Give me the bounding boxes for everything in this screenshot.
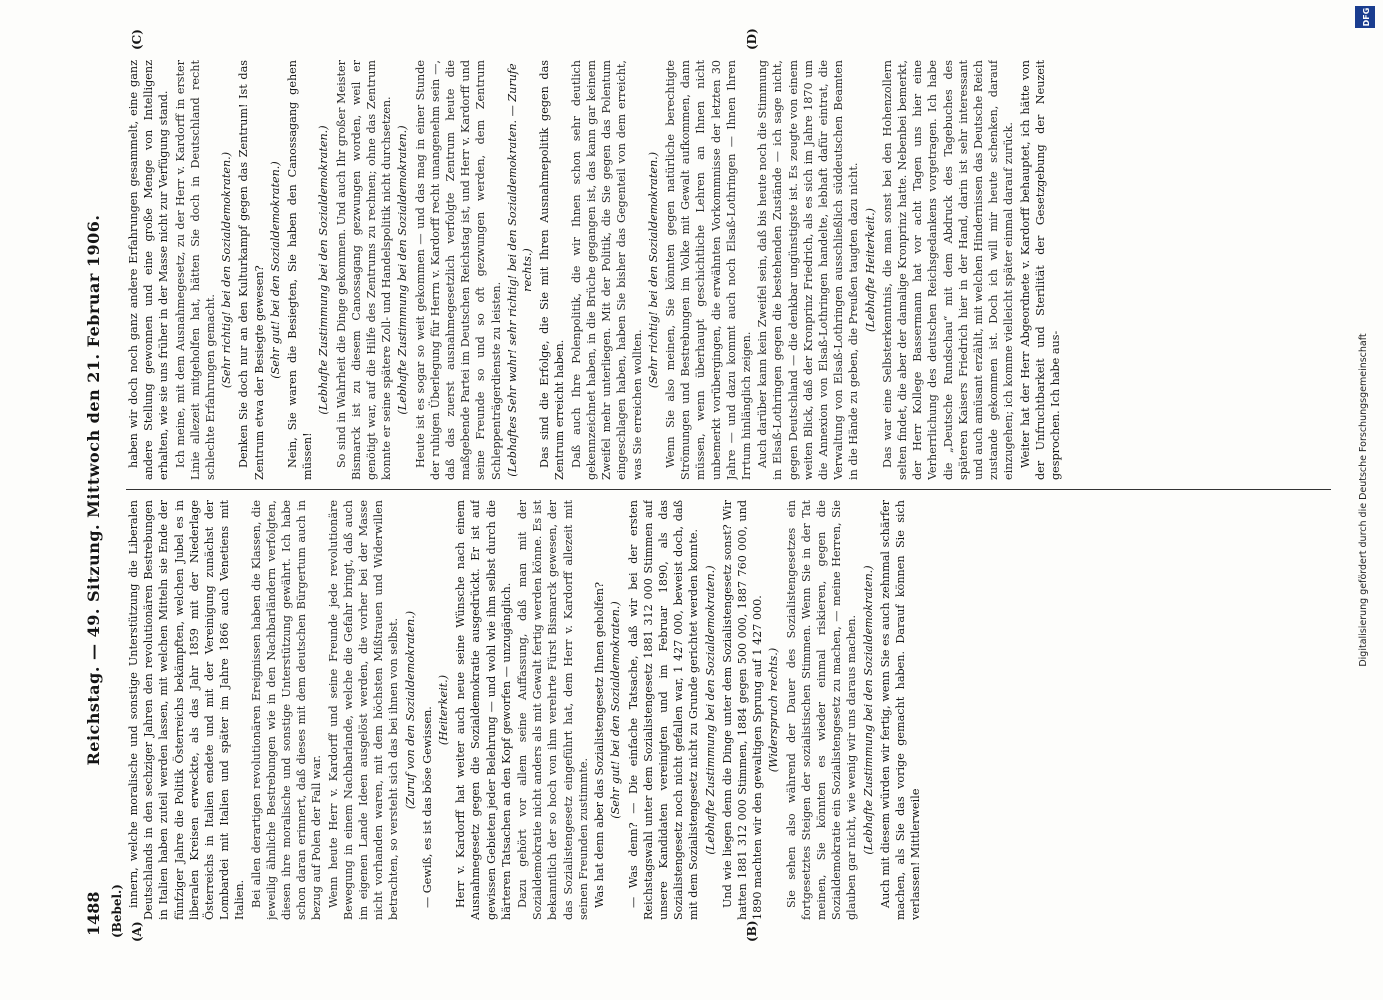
right-column-paragraph: So sind in Wahrheit die Dinge gekommen. Und auch Ihr großer Meister Bismarck ist zu diesem Canossagang gezwungen worden, weil er genötigt war, auf die Hilfe des Zentrums zu rechnen; ohne das Zentrum konnte er seine spätere Zoll- und Handelspolitik nicht durchsetzen. — [334, 60, 394, 480]
left-column-reaction: (Widerspruch rechts.) — [767, 647, 781, 773]
right-column-paragraph: Wenn Sie also meinen, Sie könnten gegen natürliche berechtigte Strömungen und Bestrebungen im Volke mit Gewalt aufkommen, dann müssen, wenn überhaupt geschichtliche Lehren an Ihnen nicht unbemerkt vorübergingen, die erwähnten Vorkommnisse der letzten 30 Jahre — und dazu kommt auch noch Elsaß-Lothringen — Ihnen Ihren Irrtum hinlänglich zeigen. — [663, 60, 753, 480]
dfg-logo-text: DFG — [1362, 7, 1371, 27]
right-column — [126, 60, 1331, 480]
right-column-reaction: (Lebhafte Zustimmung bei den Sozialdemokraten.) — [396, 125, 410, 415]
left-column-paragraph: Und wie liegen denn die Dinge unter dem Sozialistengesetz sonst? Wir hatten 1881 312 000 Stimmen, 1884 gegen 500 000, 1887 760 000, und 1890 machten wir den gewaltigen Sprung auf 1 427 000. — [720, 500, 765, 920]
left-column-paragraph: Sie sehen also während der Dauer des Sozialistengesetzes ein fortgesetztes Steigen der sozialistischen Stimmen. Wenn Sie in der Tat meinen, Sie könnten es wieder einmal riskieren, gegen die Sozialdemokratie ein Sozialistengesetz zu machen, — meine Herren, Sie glauben gar nicht, wie wenig wir uns daraus machen. — [784, 500, 859, 920]
left-column-reaction: (Heiterkeit.) — [437, 674, 451, 746]
column-divider — [126, 489, 1331, 490]
right-column-paragraph: Heute ist es sogar so weit gekommen — und das mag in einer Stunde der ruhigen Überlegung für Herrn v. Kardorff recht unangenehm sein —, daß das zuerst ausnahmegesetzlich verfolgte Zentrum heute die maßgebende Partei im Deutschen Reichstag ist, und Herr v. Kardorff und seine Freunde so und so oft gezwungen werden, dem Zentrum Schleppenträgerdienste zu leisten. — [413, 60, 503, 480]
left-column-reaction: (Lebhafte Zustimmung bei den Sozialdemokraten.) — [861, 565, 875, 855]
digitization-credit: Digitalisierung gefördert durch die Deutsche Forschungsgemeinschaft — [1358, 333, 1369, 667]
right-column-paragraph: Das war eine Selbsterkenntnis, die man sonst bei den Hohenzollern selten findet, die aber der damalige Kronprinz hatte. Nebenbei bemerkt, der Herr Kollege Bassermann hat vor acht Tagen uns hier eine Verherrlichung des deutschen Reichsgedankens vorgetragen. Ich habe die „Deutsche Rundschau“ mit dem Abdruck des Tagebuches des späteren Kaisers Friedrich hier in der Hand, darin ist sehr interessant und auch amüsant erzählt, mit welchen Hindernissen das Deutsche Reich zustande gekommen ist. Doch ich will mir heute schenken, darauf einzugehen; ich komme vielleicht später einmal darauf zurück. — [880, 60, 1016, 480]
left-column-paragraph: — Gewiß, es ist das böse Gewissen. — [420, 706, 434, 908]
margin-letter-a: (A) — [130, 921, 144, 942]
right-column-reaction: (Lebhafte Zustimmung bei den Sozialdemokraten.) — [317, 125, 331, 415]
speaker-tag: (Bebel.) — [110, 884, 124, 938]
left-column-reaction: (Zuruf von den Sozialdemokraten.) — [403, 610, 417, 810]
right-column-paragraph: Auch darüber kann kein Zweifel sein, daß bis heute noch die Stimmung in Elsaß-Lothringen gegen die bestehenden Zustände — ich sage nicht, gegen Deutschland — die denkbar ungünstigste ist. Es zeugte von einem weiten Blick, daß der Kronprinz Friedrich, als es sich im Jahre 1870 um die Annexion von Elsaß-Lothringen handelte, lebhaft dafür eintrat, die Verwaltung von Elsaß-Lothringen ausschließlich süddeutschen Beamten in die Hände zu geben, die Preußen taugten dazu nicht. — [756, 60, 861, 480]
left-column-paragraph: Herr v. Kardorff hat weiter auch neue seine Wünsche nach einem Ausnahmegesetz gegen die Sozialdemokratie ausgedrückt. Er ist auf gewissen Gebieten jeder Belehrung — und wohl wie ihm selbst durch die härteren Tatsachen an den Kopf geworfen — unzugänglich. — [454, 500, 513, 920]
left-column-paragraph: — Was denn? — Die einfache Tatsache, daß wir bei der ersten Reichstagswahl unter dem Sozialistengesetz 1881 312 000 Stimmen auf unsere Kandidaten vereinigten und im Februar 1890, als das Sozialistengesetz noch nicht gefallen war, 1 427 000, beweist doch, daß mit dem Sozialistengesetz nicht zu Grunde gerichtet werden konnte. — [626, 500, 701, 920]
page-title: Reichstag. — 49. Sitzung. Mittwoch den 21. Februar 1906. — [84, 214, 103, 766]
right-column-paragraph: Nein, Sie waren die Besiegten, Sie haben den Canossagang gehen müssen! — [286, 60, 315, 480]
left-column-paragraph: Wenn heute Herr v. Kardorff und seine Freunde jede revolutionäre Bewegung in einem Nachbarlande, welche die Gefahr bringt, daß auch im eigenen Lande Ideen ausgelöst werden, die vorher bei der Masse nicht vorhanden waren, mit dem höchsten Mißtrauen und Widerwillen betrachten, so versteht sich das bei ihnen von selbst. — [326, 500, 401, 920]
right-column-paragraph: Daß auch Ihre Polenpolitik, die wir Ihnen schon sehr deutlich gekennzeichnet haben, in die Brüche gegangen ist, das kann gar keinem Zweifel mehr unterliegen. Mit der Politik, die Sie gegen das Polentum eingeschlagen haben, haben Sie bisher das Gegenteil von dem erreicht, was Sie erreichen wollten. — [569, 60, 644, 480]
right-column-paragraph: Ich meine, mit dem Ausnahmegesetz, zu der Herr v. Kardorff in erster Linie allezeit mitgeholfen hat, hätten Sie doch in Deutschland recht schlechte Erfahrungen gemacht. — [173, 60, 218, 480]
margin-letter-d: (D) — [745, 28, 759, 50]
right-column-reaction: (Lebhafte Heiterkeit.) — [863, 207, 877, 333]
right-column-paragraph: Das sind die Erfolge, die Sie mit Ihren Ausnahmepolitik gegen das Zentrum erreicht haben. — [538, 60, 567, 480]
left-column-paragraph: innern, welche moralische und sonstige Unterstützung die Liberalen Deutschlands in den sechziger Jahren den revolutionären Bestrebungen in Italien haben zuteil werden lassen, mit welchen Mitteln sie Ende der fünfziger Jahre die Politik Österreichs bekämpften, welchen Jubel es in liberalen Kreisen erweckte, als das Jahr 1859 mit der Niederlage Österreichs in Italien endete und mit der Vereinigung zunächst der Lombardei mit Italien und später im Jahre 1866 auch Venetiens mit Italien. — [127, 500, 247, 920]
running-head — [82, 40, 108, 940]
right-column-paragraph: Denken Sie doch nur an den Kulturkampf gegen das Zentrum! Ist das Zentrum etwa der Besiegte gewesen? — [237, 60, 266, 480]
left-column-paragraph: Dazu gehört vor allem seine Auffassung, daß man mit der Sozialdemokratie nicht anders als mit Gewalt fertig werden könne. Es ist bekanntlich der so hoch von ihm verehrte Fürst Bismarck gewesen, der das Sozialistengesetz eingeführt hat, dem Herr v. Kardorff allezeit mit seinen Freunden zustimmte. — [516, 500, 590, 920]
left-column-paragraph: Auch mit diesem würden wir fertig, wenn Sie es auch zehnmal schärfer machen, als Sie das vorige gemacht haben. Darauf können Sie sich verlassen! Mittlerweile — [878, 500, 923, 920]
left-column-paragraph: Was hat denn aber das Sozialistengesetz Ihnen geholfen? — [593, 582, 607, 908]
margin-letter-b: (B) — [745, 920, 759, 942]
right-column-paragraph: Weiter hat der Herr Abgeordnete v. Kardorff behauptet, ich hätte von der Unfruchtbarkeit und Sterilität der Gesetzgebung der Neuzeit gesprochen. Ich habe aus- — [1018, 60, 1062, 480]
left-column — [126, 500, 1331, 920]
right-column-reaction: (Sehr gut! bei den Sozialdemokraten.) — [268, 161, 282, 379]
margin-letter-c: (C) — [130, 29, 144, 50]
right-column-reaction: (Sehr richtig! bei den Sozialdemokraten.) — [646, 151, 660, 389]
left-column-reaction: (Lebhafte Zustimmung bei den Sozialdemokraten.) — [703, 565, 717, 855]
dfg-logo-icon — [1355, 6, 1375, 28]
right-column-paragraph: haben wir doch noch ganz andere Erfahrungen gesammelt, eine ganz andere Stellung gewonnen und eine große Menge von Intelligenz erhalten, wie sie uns früher in der Masse nicht zur Verfügung stand. — [127, 60, 171, 480]
page-number: 1488 — [84, 891, 103, 936]
left-column-reaction: (Sehr gut! bei den Sozialdemokraten.) — [609, 601, 623, 819]
right-column-reaction: (Lebhaftes Sehr wahr! sehr richtig! bei den Sozialdemokraten. — Zurufe rechts.) — [505, 63, 535, 477]
left-column-paragraph: Bei allen derartigen revolutionären Ereignissen haben die Klassen, die jeweilig ähnliche Bestrebungen wie in den Nachbarländern verfolgten, diesen ihre moralische und sonstige Unterstützung gewährt. Ich habe schon daran erinnert, daß dieses mit dem deutschen Bürgertum auch in bezug auf Polen der Fall war. — [249, 500, 324, 920]
right-column-reaction: (Sehr richtig! bei den Sozialdemokraten.) — [220, 151, 234, 389]
